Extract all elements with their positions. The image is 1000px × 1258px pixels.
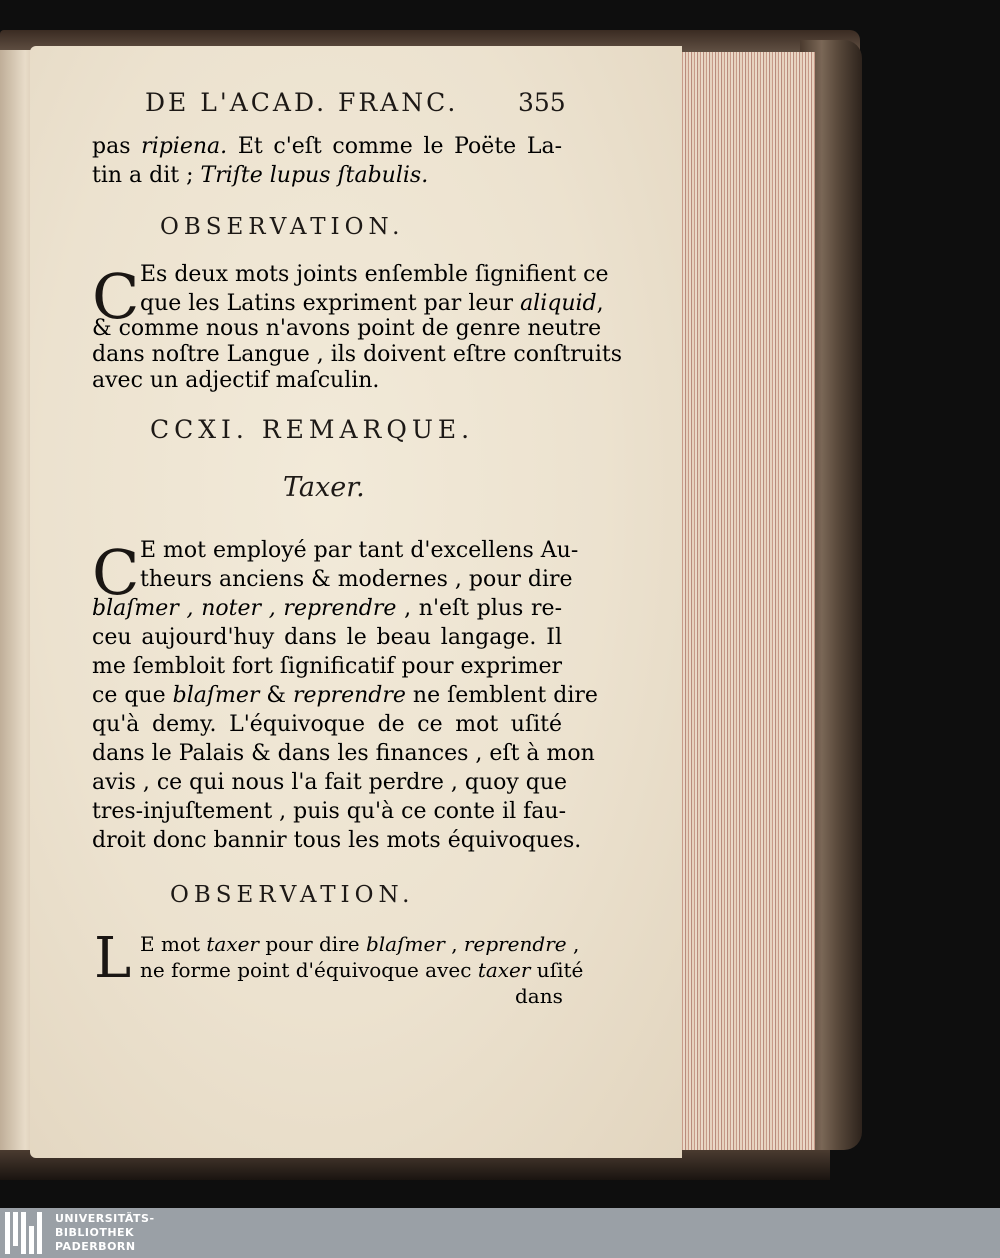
text-line: theurs anciens & modernes , pour dire — [140, 567, 573, 592]
text-line: avis , ce qui nous l'a fait perdre , quoy que — [92, 770, 568, 795]
drop-capital: L — [94, 926, 132, 991]
catchword: dans — [515, 984, 563, 1008]
remarque-heading: CCXI. REMARQUE. — [150, 415, 475, 444]
library-logo-icon — [5, 1212, 47, 1254]
running-head: DE L'ACAD. FRANC. — [145, 88, 459, 117]
text-line: qu'à demy. L'équivoque de ce mot uſité — [92, 712, 562, 737]
drop-capital: C — [92, 260, 140, 333]
text-line: ne forme point d'équivoque avec taxer uſité — [140, 958, 584, 982]
text-line: Es deux mots joints enſemble ſignifient ce — [140, 262, 609, 287]
text-line: ceu aujourd'huy dans le beau langage. Il — [92, 625, 562, 650]
remarque-subtitle: Taxer. — [283, 472, 365, 503]
text-line: E mot employé par tant d'excellens Au- — [140, 538, 579, 563]
text-line: que les Latins expriment par leur aliquid, — [140, 291, 604, 316]
text-line: dans le Palais & dans les finances , eſt à mon — [92, 741, 595, 766]
text-line: pas ripiena. Et c'eſt comme le Poëte La- — [92, 134, 563, 159]
observation-heading: OBSERVATION. — [170, 882, 415, 908]
text-line: avec un adjectif maſculin. — [92, 368, 380, 393]
library-name: UNIVERSITÄTS- BIBLIOTHEK PADERBORN — [55, 1212, 155, 1253]
library-footer — [0, 1208, 1000, 1258]
drop-capital: C — [92, 536, 140, 609]
page-number: 355 — [518, 88, 566, 117]
text-line: me ſembloit fort ſignificatif pour exprimer — [92, 654, 562, 679]
text-line: dans noſtre Langue , ils doivent eſtre conſtruits — [92, 342, 622, 367]
text-line: ce que blaſmer & reprendre ne ſemblent dire — [92, 683, 598, 708]
text-line: blaſmer , noter , reprendre , n'eſt plus re- — [92, 596, 563, 621]
text-line: tres-injuſtement , puis qu'à ce conte il fau- — [92, 799, 566, 824]
text-line: droit donc bannir tous les mots équivoques. — [92, 828, 582, 853]
observation-heading: OBSERVATION. — [160, 214, 405, 240]
text-line: E mot taxer pour dire blaſmer , reprendre , — [140, 932, 580, 956]
text-line: tin a dit ; Triſte lupus ſtabulis. — [92, 163, 429, 188]
page-edges — [680, 52, 815, 1152]
text-line: & comme nous n'avons point de genre neutre — [92, 316, 602, 341]
